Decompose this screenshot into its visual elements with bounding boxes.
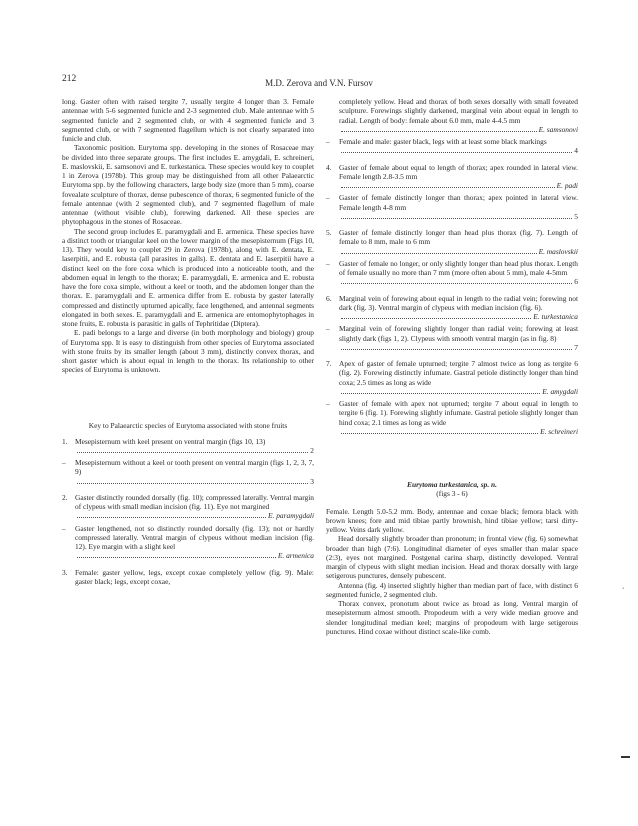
couplet-number: 5. (326, 228, 332, 237)
couplet-number: 2. (62, 492, 68, 502)
key-couplet (62, 458, 314, 486)
couplet-text: Mesepisternum with keel present on ventral margin (figs 10, 13) (75, 436, 266, 446)
couplet-text: Gaster lengthened, not so distinctly rounded dorsally (fig. 13); not or hardly compressed laterally. Ventral margin of clypeus without median incision (fig. 12). Eye margin with a slight keel (75, 523, 314, 551)
couplet-result: 6 (574, 277, 578, 287)
key-couplet (326, 97, 578, 134)
couplet-text: Apex of gaster of female upturned; tergite 7 almost twice as long as tergite 6 (fig. 2). Forewing distinctly infumate. Gastral petiole distinctly longer than hind coxa; 2.5 times as long as wide (339, 359, 578, 387)
couplet-result: E. paramygdali (268, 511, 314, 521)
couplet-result: 5 (574, 211, 578, 221)
key-couplet (326, 163, 578, 191)
couplet-number: 4. (326, 162, 332, 172)
couplet-text: Gaster of female no longer, or only slightly longer than head plus thorax. Length of female usually no more than 7 mm (more often about 5 mm), male 4-5mm (339, 258, 578, 277)
couplet-number: 1. (62, 436, 68, 446)
margin-mark: ‘ (622, 586, 625, 594)
couplet-result: 7 (574, 342, 578, 352)
couplet-text: Marginal vein of forewing about equal in length to the radial vein; forewing not dark (fig. 3). Ventral margin of clypeus with median incision (fig. 6). (339, 293, 578, 312)
key-couplet (326, 228, 578, 256)
description-paragraph: Female. Length 5.0-5.2 mm. Body, antennae and coxae black; femora black with brown knees; fore and mid tibiae partly brownish, hind tibiae yellow; tarsi dirty-yellow. Veins dark yellow. (326, 506, 578, 534)
left-column (62, 97, 314, 589)
couplet-text: Gaster of female distinctly longer than head plus thorax (fig. 7). Length of female to 8 mm, male to 6 mm (339, 228, 578, 247)
description-paragraph: Head dorsally slightly broader than pronotum; in frontal view (fig. 6) somewhat broader than high (7:6). Longitudinal diameter of eyes smaller than malar space (2:3), eyes not margined. Postgenal carina sharp, distinctly developed. Ventral margin of clypeus with slight median incision. Head and thorax dorsally with large setigerous punctures, densely pubescent. (326, 534, 578, 581)
couplet-result: E. schreineri (540, 426, 578, 436)
key-couplet (326, 399, 578, 436)
couplet-text: Marginal vein of forewing slightly longer than radial vein; forewing at least slightly dark (figs 1, 2). Clypeus with smooth ventral margin (as in fig. 8) (339, 324, 578, 343)
paragraph: long. Gaster often with raised tergite 7, usually tergite 4 longer than 3. Female antennae with 5-6 segmented funicle and 2-3 segmented club. Male antennae with 5 segmented funicle and 2 segmented club, or with 4 segmented funicle and 3 segmented club, or with 7 segmented flagellum which is not clearly separated into funicle and club. (62, 97, 314, 143)
couplet-number: 3. (62, 567, 68, 577)
couplet-result: E. amygdali (542, 386, 578, 396)
couplet-result: E. maslovskii (538, 246, 578, 256)
couplet-number: – (326, 193, 330, 203)
paragraph: The second group includes E. paramygdali and E. armenica. These species have a distinct tooth or triangular keel on the lower margin of the mesepisternum (Figs 10, 13). They would key to couplet 29 in Zerova (1978b), along with E. dentata, E. laserpitii, and E. robusta (all parasites in galls). E. dentata and E. laserpitii have a distinct keel on the fore coxa which is produced into a noticeable tooth, and the abdomen equal in length to the thorax; E. paramygdali, E. armenica and E. robusta have the fore coxa simple, without a keel or tooth, and the abdomen longer than the thorax. E. paramygdali and E. armenica differ from E. robusta by gaster laterally compressed and distinctly upturned apically, face lengthened, and antennal segments elongated in both sexes. E. paramygdali and E. armenica are entomophytophages in stone fruits, E. robusta is parasitic in galls of Tephritidae (Diptera). (62, 226, 314, 328)
key-couplet (326, 359, 578, 396)
couplet-number: 7. (326, 359, 332, 368)
couplet-result: 2 (310, 445, 314, 455)
couplet-text: Female: gaster yellow, legs, except coxae completely yellow (fig. 9). Male: gaster black; legs, except coxae, (75, 567, 314, 586)
couplet-number: – (326, 324, 330, 334)
key-couplet (326, 193, 578, 221)
key-title: Key to Palaearctic species of Eurytoma associated with stone fruits (88, 420, 288, 430)
couplet-number: 6. (326, 293, 332, 303)
species-title: Eurytoma turkestanica, sp. n. (407, 480, 497, 489)
key-couplet (326, 137, 578, 156)
page-number: 212 (62, 74, 77, 84)
couplet-number: – (326, 137, 330, 146)
right-column (326, 97, 578, 636)
couplet-text: Gaster distinctly rounded dorsally (fig. 10); compressed laterally. Ventral margin of clypeus with small median incision (fig. 11). Eye not margined (75, 492, 314, 511)
couplet-result: E. armenica (277, 551, 314, 561)
description-paragraph: Thorax convex, pronotum about twice as broad as long. Ventral margin of mesepisternum almost smooth. Propodeum with a very wide median groove and slender longitudinal median keel; margins of propodeum with large setigerous punctures. Hind coxae without distinct scale-like comb. (326, 599, 578, 636)
couplet-number: – (326, 258, 330, 268)
key-couplet (326, 324, 578, 352)
couplet-result: E. samsonovi (538, 124, 578, 134)
key-couplet (62, 493, 314, 521)
couplet-result: 3 (310, 476, 314, 486)
paragraph: Taxonomic position. Eurytoma spp. developing in the stones of Rosaceae may be divided into three separate groups. The first includes E. amygdali, E. schreineri, E. maslovskii, E. samsonovi and E. turkestanica. These species would key to couplet 1 in Zerova (1978b). This group may be distinguished from all other Palaearctic Eurytoma spp. by the following characters, large body size (more than 5 mm), coarse fovealate sculpture of thorax, dense pubescence of thorax, 6 segmented funicle of the female antennae (with 2 segmented club), and 7 segmented flagellum of male antennae (without visible club), forewing darkened. All these species are phytophagous in the stones of Rosaceae. (62, 143, 315, 227)
couplet-result: E. padi (556, 181, 578, 190)
couplet-number: – (62, 458, 66, 467)
couplet-result: E. turkestanica (533, 312, 578, 321)
key-couplet (326, 259, 578, 287)
couplet-result: 4 (574, 146, 578, 156)
couplet-text: Gaster of female with apex not upturned; tergite 7 about equal in length to tergite 6 (fig. 1). Forewing slightly infumate. Gastral petiole slightly longer than hind coxa; 2.1 times as long as wide (339, 399, 578, 427)
running-head: M.D. Zerova and V.N. Fursov (265, 78, 373, 88)
couplet-number: – (62, 523, 66, 533)
key-couplet (62, 437, 314, 456)
paragraph: E. padi belongs to a large and diverse (in both morphology and biology) group of Eurytoma spp. It is easy to distinguish from other species of Eurytoma associated with stone fruits by its smaller length (about 3 mm), distinctly convex thorax, and short gaster which is about equal in length to the thorax. Its relationship to other species of Eurytoma is unknown. (62, 328, 314, 375)
couplet-number: – (326, 399, 330, 408)
couplet-text: Gaster of female about equal to length of thorax; apex rounded in lateral view. Female length 2.8-3.5 mm (339, 162, 578, 181)
margin-dash (621, 756, 630, 758)
couplet-text: completely yellow. Head and thorax of both sexes dorsally with small foveated sculpture. Forewings slightly darkened, marginal vein about equal in length to radial. Length of body: female about 6.0 mm, male 4-4.5 mm (339, 97, 578, 125)
key-couplet (62, 568, 314, 587)
couplet-number (326, 97, 339, 134)
key-couplet (326, 294, 578, 322)
couplet-text: Female and male: gaster black, legs with at least some black markings (339, 137, 547, 146)
key-couplet (62, 524, 314, 561)
species-figures: (figs 3 - 6) (436, 489, 468, 499)
description-paragraph: Antenna (fig. 4) inserted slightly higher than median part of face, with distinct 6 segmented funicle, 2 segmented club. (326, 580, 578, 599)
couplet-text: Mesepisternum without a keel or tooth present on ventral margin (figs 1, 2, 3, 7, 9) (75, 458, 314, 477)
couplet-text: Gaster of female distinctly longer than thorax; apex pointed in lateral view. Female length 4-8 mm (339, 193, 578, 212)
